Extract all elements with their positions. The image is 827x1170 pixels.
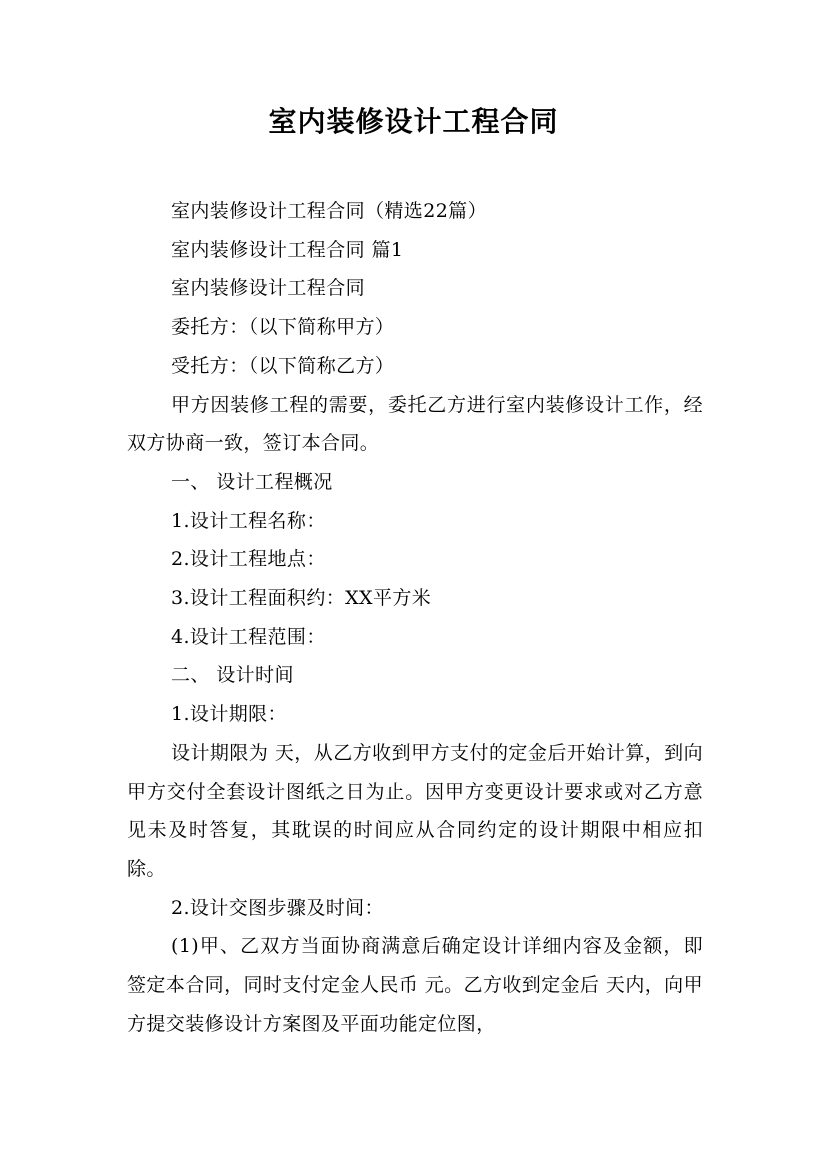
list-item-project-name: 1.设计工程名称： bbox=[171, 509, 326, 532]
paragraph-client-party: 委托方：（以下简称甲方） bbox=[171, 316, 395, 339]
section-heading-design-time: 二、 设计时间 bbox=[171, 664, 294, 687]
document-title: 室内装修设计工程合同 bbox=[268, 105, 559, 138]
paragraph-delivery-step-1: (1)甲、乙双方当面协商满意后确定设计详细内容及金额，即签定本合同，同时支付定金人民币 元。乙方收到定金后 天内，向甲方提交装修设计方案图及平面功能定位图， bbox=[127, 935, 703, 1035]
document-body bbox=[127, 192, 703, 1043]
paragraph-chapter-heading: 室内装修设计工程合同 篇1 bbox=[171, 238, 404, 261]
list-item-project-scope: 4.设计工程范围： bbox=[171, 625, 326, 648]
list-item-design-period: 1.设计期限： bbox=[171, 703, 287, 726]
paragraph-contractor-party: 受托方：（以下简称乙方） bbox=[171, 354, 395, 377]
list-item-delivery-steps: 2.设计交图步骤及时间： bbox=[171, 896, 384, 919]
section-heading-overview: 一、 设计工程概况 bbox=[171, 470, 333, 493]
paragraph-design-period-detail: 设计期限为 天，从乙方收到甲方支付的定金后开始计算，到向甲方交付全套设计图纸之日为止。因甲方变更设计要求或对乙方意见未及时答复，其耽误的时间应从合同约定的设计期限中相应扣除。 bbox=[127, 741, 703, 880]
paragraph-preamble: 甲方因装修工程的需要，委托乙方进行室内装修设计工作，经双方协商一致，签订本合同。 bbox=[127, 393, 703, 455]
paragraph-subtitle: 室内装修设计工程合同（精选22篇） bbox=[171, 200, 487, 222]
paragraph-contract-name: 室内装修设计工程合同 bbox=[171, 277, 366, 300]
list-item-project-area: 3.设计工程面积约：XX平方米 bbox=[171, 587, 432, 610]
list-item-project-location: 2.设计工程地点： bbox=[171, 548, 326, 571]
